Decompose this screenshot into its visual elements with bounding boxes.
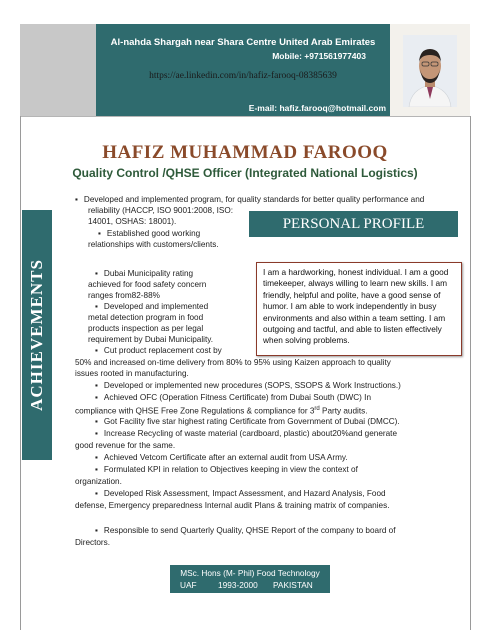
achievement-item: ▪ Achieved Vetcom Certificate after an external audit from USA Army.: [95, 452, 348, 463]
achievement-line: [75, 404, 368, 417]
achievement-item: ▪ Developed and implemented: [95, 301, 208, 312]
linkedin-link[interactable]: https://ae.linkedin.com/in/hafiz-farooq-08385639: [149, 71, 337, 81]
email-address[interactable]: E-mail: hafiz.farooq@hotmail.com: [248, 103, 386, 113]
achievement-line: issues rooted in manufacturing.: [75, 369, 189, 378]
superscript: rd: [314, 406, 320, 412]
achievements-label: ACHIEVEMENTS: [27, 259, 46, 411]
right-border: [470, 116, 471, 630]
achievement-item: ▪ Developed or implemented new procedures (SOPS, SSOPS & Work Instructions.): [95, 380, 401, 391]
profile-photo: [403, 35, 457, 107]
achievement-line: requirement by Dubai Municipality.: [88, 335, 213, 344]
achievement-line: 50% and increased on-time delivery from 80% to 95% using Kaizen approach to quality: [75, 358, 391, 367]
country: PAKISTAN: [273, 580, 313, 590]
personal-profile-text: I am a hardworking, honest individual. I am a good timekeeper, always willing to learn new skills. I am friendly, helpful and polite, have a good sense of humor. I am able to work independently in busy environments and also within a team setting. I am outgoing and tactful, and able to listen effectively when solving problems.: [256, 262, 462, 356]
candidate-name: HAFIZ MUHAMMAD FAROOQ: [102, 142, 388, 163]
personal-profile-heading: PERSONAL PROFILE: [249, 211, 458, 237]
achievement-line: achieved for food safety concern: [88, 280, 207, 289]
left-border: [20, 116, 21, 630]
achievement-line: Directors.: [75, 538, 111, 547]
achievement-line: reliability (HACCP, ISO 9001:2008, ISO:: [88, 206, 234, 215]
achievement-item: ▪ Formulated KPI in relation to Objectives keeping in view the context of: [95, 464, 358, 475]
achievement-item: ▪ Increase Recycling of waste material (cardboard, plastic) about20%and generate: [95, 428, 397, 439]
achievement-item: ▪ Responsible to send Quarterly Quality, QHSE Report of the company to board of: [95, 525, 395, 536]
achievement-line: 14001, OSHAS: 18001).: [88, 217, 177, 226]
achievement-line: defense, Emergency preparedness Internal audit Plans & training matrix of companies.: [75, 501, 390, 510]
degree: MSc. Hons (M- Phil) Food Technology: [180, 568, 320, 578]
achievement-line: ranges from82-88%: [88, 291, 160, 300]
achievement-line: metal detection program in food: [88, 313, 204, 322]
achievement-item: ▪ Developed Risk Assessment, Impact Assessment, and Hazard Analysis, Food: [95, 488, 386, 499]
job-title: Quality Control /QHSE Officer (Integrated National Logistics): [72, 166, 418, 180]
achievement-item: ▪ Developed and implemented program, for quality standards for better quality performance and: [75, 194, 424, 205]
achievement-item: ▪ Got Facility five star highest rating Certificate from Government of Dubai (DMCC).: [95, 416, 400, 427]
address: Al-nahda Shargah near Shara Centre United Arab Emirates: [110, 37, 376, 48]
achievement-line: relationships with customers/clients.: [88, 240, 219, 249]
university: UAF: [180, 580, 197, 590]
achievement-line: good revenue for the same.: [75, 441, 176, 450]
achievement-line: products inspection as per legal: [88, 324, 204, 333]
achievement-item: ▪ Dubai Municipality rating: [95, 268, 193, 279]
achievement-item: ▪ Established good working: [98, 228, 200, 239]
achievement-item: ▪ Cut product replacement cost by: [95, 345, 222, 356]
mobile-number: Mobile: +971561977403: [272, 51, 366, 61]
education-box: [170, 565, 330, 593]
header-grey-block: [20, 24, 96, 116]
achievement-line: organization.: [75, 477, 122, 486]
header-divider: [20, 116, 470, 117]
achievement-item: ▪ Achieved OFC (Operation Fitness Certificate) from Dubai South (DWC) In: [95, 392, 371, 403]
study-years: 1993-2000: [218, 580, 258, 590]
achievement-text: Party audits.: [319, 406, 368, 416]
achievement-text: compliance with QHSE Free Zone Regulations & compliance for 3: [75, 406, 315, 416]
